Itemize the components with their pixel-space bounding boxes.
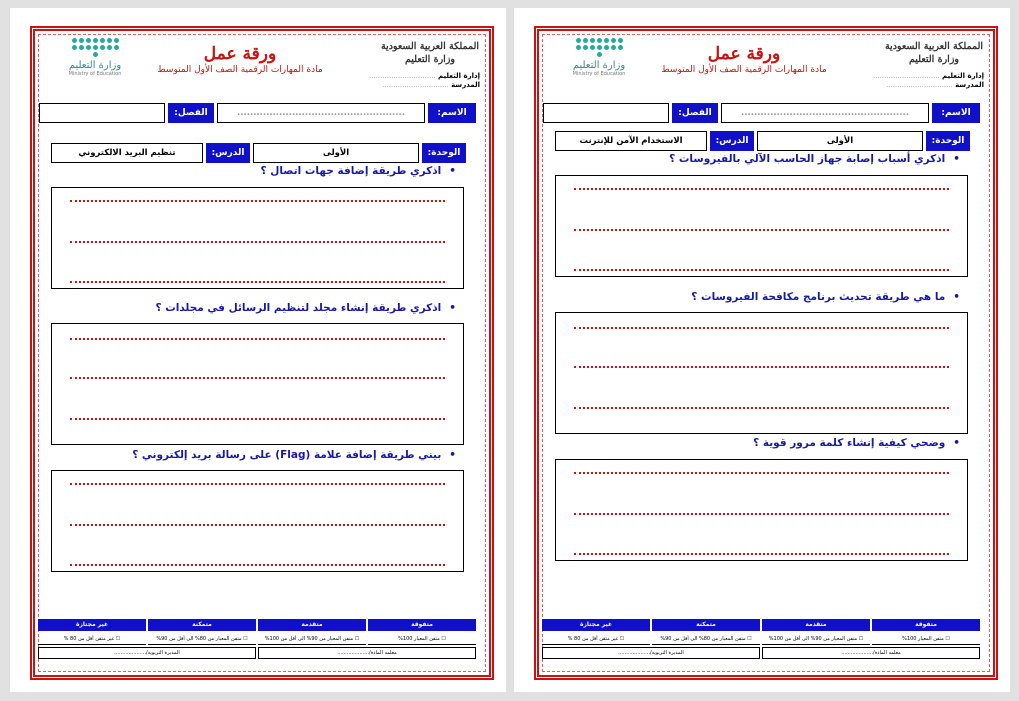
criteria-not-passed-checkbox[interactable]: ☐ غير متقن أقل من 80 % [38,633,146,645]
answer-box-3[interactable] [51,470,464,572]
school-label: المدرسة [955,81,984,89]
question-2: • اذكري طريقة إنشاء مجلد لتنظيم الرسائل في مجلدات ؟ [155,302,456,314]
teacher-signature: معلمة المادة/.................... [258,647,476,659]
page-title: ورقة عمل [203,44,277,64]
worksheet-title [140,44,340,76]
admin-block: إدارة التعليم .............................. المدرسة .............................. [368,72,480,89]
supervisor-signature: المديرة التربوية/.................... [38,647,256,659]
criteria-proficient-checkbox[interactable]: ☐ متقن المعيار من 80% الى أقل من 90% [652,633,760,645]
lesson-label: الدرس: [710,131,754,151]
name-row [38,103,476,123]
criteria-not-passed-checkbox[interactable]: ☐ غير متقن أقل من 80 % [542,633,650,645]
level-proficient: متمكنة [652,619,760,631]
unit-label: الوحدة: [926,131,970,151]
answer-box-3[interactable] [555,459,968,561]
class-label: الفصل: [168,103,214,123]
lesson-value: الاستخدام الآمن للإنترنت [555,131,707,151]
ministry-name-en: Ministry of Education [68,71,122,77]
criteria-excellent-checkbox[interactable]: ☐ متقن المعيار 100% [368,633,476,645]
question-1: • اذكري طريقة إضافة جهات اتصال ؟ [261,165,457,177]
assessment-table [542,619,980,645]
lesson-label: الدرس: [206,143,250,163]
worksheet-page-left [10,8,506,692]
worksheet-title [644,44,844,76]
question-3: • وضحي كيفية إنشاء كلمة مرور قوية ؟ [753,437,960,449]
level-advanced: متقدمة [762,619,870,631]
ministry-name-en: Ministry of Education [572,71,626,77]
class-field[interactable] [543,103,669,123]
question-2: • ما هي طريقة تحديث برنامج مكافحة الفيروسات ؟ [691,291,960,303]
admin-label: إدارة التعليم [437,72,480,80]
ministry-name-ar: وزارة التعليم [572,60,626,71]
name-row [542,103,980,123]
criteria-advanced-checkbox[interactable]: ☐ متقن المعيار من 90% الى أقل من 100% [762,633,870,645]
level-advanced: متقدمة [258,619,366,631]
ministry-name: وزارة التعليم [404,54,455,65]
signature-row [542,647,980,659]
teacher-signature: معلمة المادة/.................... [762,647,980,659]
lesson-value: تنظيم البريد الالكتروني [51,143,203,163]
page-subtitle: مادة المهارات الرقمية الصف الأول المتوسط [661,65,827,75]
unit-row [552,131,970,151]
worksheet-page-right [514,8,1010,692]
admin-block: إدارة التعليم .............................. المدرسة .............................. [872,72,984,89]
ministry-logo-icon [573,38,625,57]
ministry-name-ar: وزارة التعليم [68,60,122,71]
criteria-proficient-checkbox[interactable]: ☐ متقن المعيار من 80% الى أقل من 90% [148,633,256,645]
answer-box-2[interactable] [555,312,968,434]
question-3: • بيني طريقة إضافة علامة (Flag) على رسالة بريد إلكتروني ؟ [132,449,456,461]
class-field[interactable] [39,103,165,123]
criteria-advanced-checkbox[interactable]: ☐ متقن المعيار من 90% الى أقل من 100% [258,633,366,645]
answer-box-2[interactable] [51,323,464,445]
unit-value: الأولى [757,131,923,151]
level-not-passed: غير مجتازة [542,619,650,631]
unit-value: الأولى [253,143,419,163]
ministry-name: وزارة التعليم [908,54,959,65]
level-excellent: متفوقة [872,619,980,631]
unit-label: الوحدة: [422,143,466,163]
school-label: المدرسة [451,81,480,89]
kingdom-name: المملكة العربية السعودية [884,41,984,52]
admin-label: إدارة التعليم [941,72,984,80]
criteria-excellent-checkbox[interactable]: ☐ متقن المعيار 100% [872,633,980,645]
answer-box-1[interactable] [51,187,464,289]
unit-row [48,143,466,163]
ministry-logo [60,38,130,77]
ministry-logo [564,38,634,77]
question-1: • اذكري أسباب إصابة جهاز الحاسب الآلي بالفيروسات ؟ [669,153,960,165]
ministry-logo-icon [69,38,121,57]
assessment-table [38,619,476,645]
level-not-passed: غير مجتازة [38,619,146,631]
page-subtitle: مادة المهارات الرقمية الصف الأول المتوسط [157,65,323,75]
name-label: الاسم: [428,103,476,123]
page-title: ورقة عمل [707,44,781,64]
supervisor-signature: المديرة التربوية/.................... [542,647,760,659]
kingdom-logo [882,40,986,66]
name-label: الاسم: [932,103,980,123]
signature-row [38,647,476,659]
class-label: الفصل: [672,103,718,123]
kingdom-name: المملكة العربية السعودية [380,41,480,52]
name-field[interactable]: .................................................... [721,103,929,123]
name-field[interactable]: .................................................... [217,103,425,123]
answer-box-1[interactable] [555,175,968,277]
level-proficient: متمكنة [148,619,256,631]
level-excellent: متفوقة [368,619,476,631]
kingdom-logo [378,40,482,66]
